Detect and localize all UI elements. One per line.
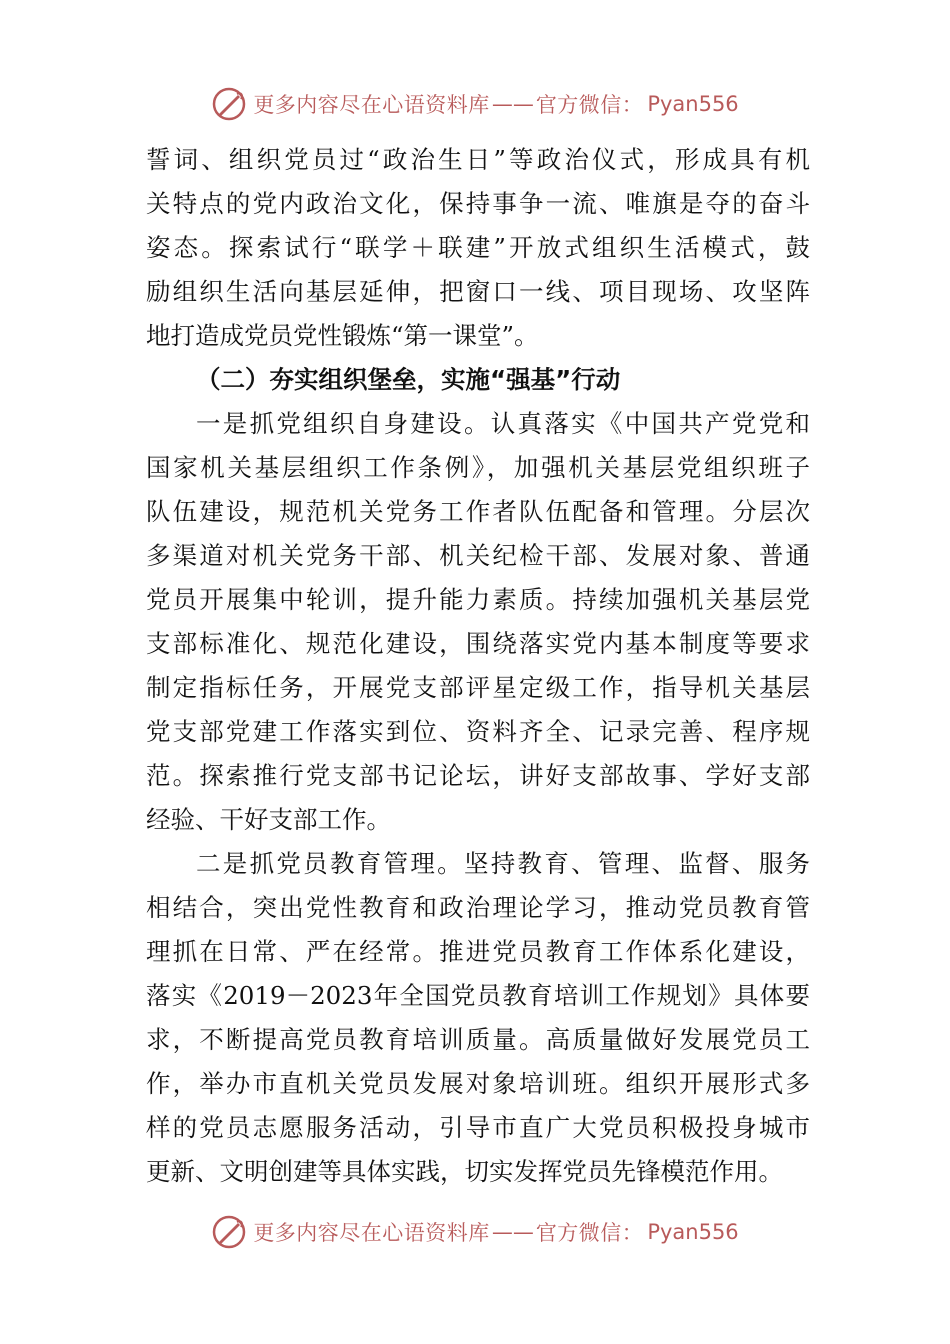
- watermark-contact-id: Pyan556: [647, 1220, 739, 1244]
- paragraph-3: [146, 842, 810, 1194]
- watermark-contact-label: 官方微信：: [535, 1221, 644, 1245]
- document-body: [146, 138, 810, 1194]
- text-line: 作，举办市直机关党员发展对象培训班。组织开展形式多: [146, 1069, 810, 1098]
- quill-logo-icon: [211, 86, 247, 122]
- text-line: 制定指标任务，开展党支部评星定级工作，指导机关基层: [146, 673, 810, 702]
- section-heading: （二）夯实组织堡垒，实施“强基”行动: [196, 365, 621, 394]
- text-line: 多渠道对机关党务干部、机关纪检干部、发展对象、普通: [146, 541, 810, 570]
- text-line: 落实《2019－2023年全国党员教育培训工作规划》具体要: [146, 981, 810, 1010]
- text-line: 样的党员志愿服务活动，引导市直广大党员积极投身城市: [146, 1113, 810, 1142]
- watermark-text: 更多内容尽在心语资料库: [253, 93, 490, 117]
- text-line: 相结合，突出党性教育和政治理论学习，推动党员教育管: [146, 893, 810, 922]
- text-line: 地打造成党员党性锻炼“第一课堂”。: [146, 321, 539, 350]
- paragraph-2: [146, 402, 810, 842]
- text-line: 姿态。探索试行“联学＋联建”开放式组织生活模式，鼓: [146, 233, 810, 262]
- text-line: 党员开展集中轮训，提升能力素质。持续加强机关基层党: [146, 585, 810, 614]
- text-line: 队伍建设，规范机关党务工作者队伍配备和管理。分层次: [146, 497, 810, 526]
- text-line: 一是抓党组织自身建设。认真落实《中国共产党党和: [196, 409, 810, 438]
- watermark-text: 更多内容尽在心语资料库: [253, 1221, 490, 1245]
- watermark-dash: ——: [491, 1220, 534, 1244]
- text-line: 更新、文明创建等具体实践，切实发挥党员先锋模范作用。: [146, 1157, 783, 1186]
- watermark-contact-label: 官方微信：: [535, 93, 644, 117]
- text-line: 二是抓党员教育管理。坚持教育、管理、监督、服务: [196, 849, 810, 878]
- quill-logo-icon: [211, 1214, 247, 1250]
- text-line: 国家机关基层组织工作条例》，加强机关基层党组织班子: [146, 453, 810, 482]
- paragraph-1: [146, 138, 810, 358]
- text-line: 理抓在日常、严在经常。推进党员教育工作体系化建设，: [146, 937, 810, 966]
- watermark-dash: ——: [491, 92, 534, 116]
- text-line: 求，不断提高党员教育培训质量。高质量做好发展党员工: [146, 1025, 810, 1054]
- text-line: 关特点的党内政治文化，保持事争一流、唯旗是夺的奋斗: [146, 189, 810, 218]
- watermark-header: [0, 82, 950, 126]
- text-line: 励组织生活向基层延伸，把窗口一线、项目现场、攻坚阵: [146, 277, 810, 306]
- watermark-footer: [0, 1210, 950, 1254]
- watermark-contact-id: Pyan556: [647, 92, 739, 116]
- text-line: 范。探索推行党支部书记论坛，讲好支部故事、学好支部: [146, 761, 810, 790]
- text-line: 支部标准化、规范化建设，围绕落实党内基本制度等要求: [146, 629, 810, 658]
- text-line: 党支部党建工作落实到位、资料齐全、记录完善、程序规: [146, 717, 810, 746]
- text-line: 经验、干好支部工作。: [146, 805, 391, 834]
- text-line: 誓词、组织党员过“政治生日”等政治仪式，形成具有机: [146, 145, 810, 174]
